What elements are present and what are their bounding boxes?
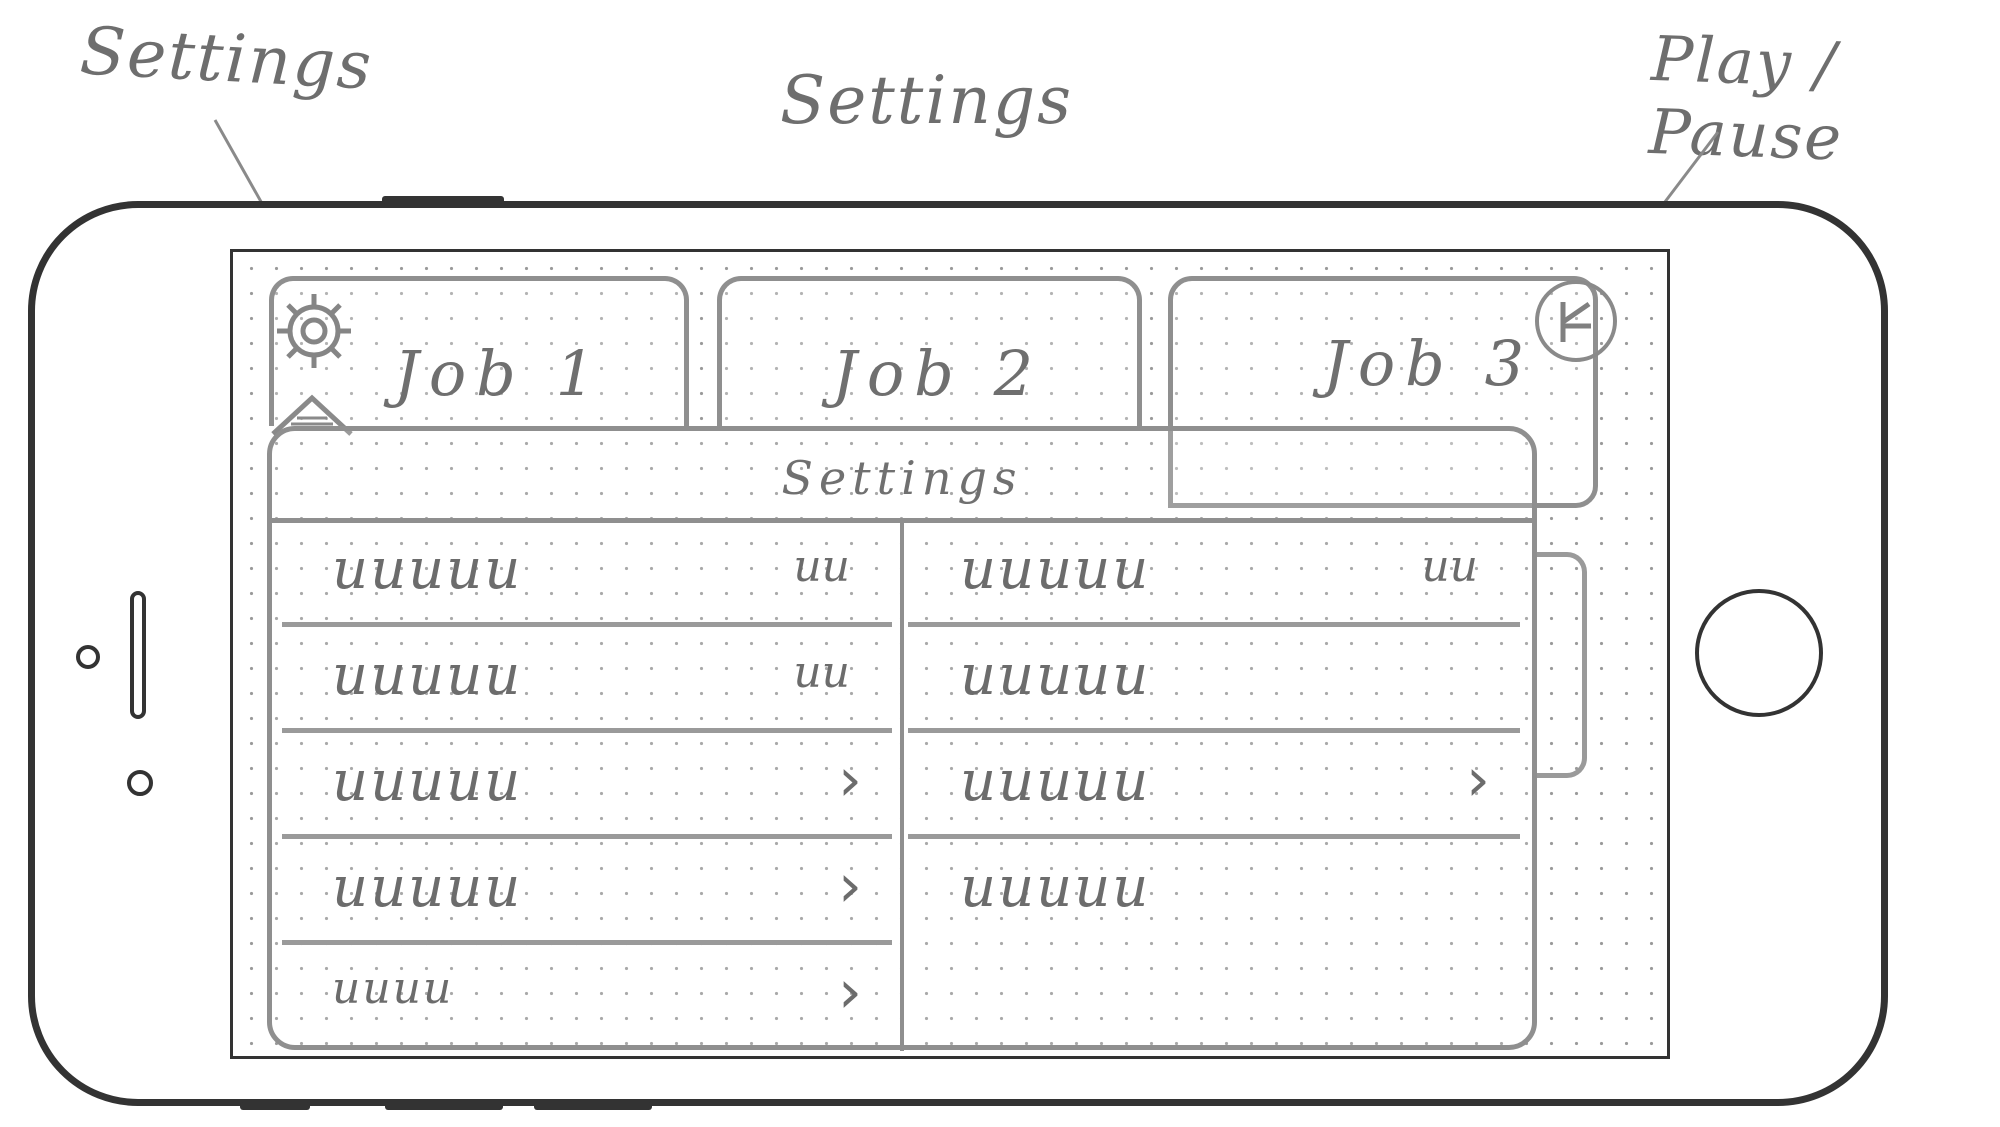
settings-panel-title: Settings — [781, 451, 1023, 505]
side-panel-handle[interactable] — [1535, 552, 1587, 778]
settings-right-column — [908, 521, 1520, 945]
phone-bottom-button-1 — [240, 1102, 310, 1110]
settings-row-label: uuuuu — [332, 749, 523, 814]
chevron-right-icon: › — [1466, 745, 1490, 815]
settings-button[interactable] — [271, 288, 357, 374]
settings-row-value: uu — [793, 541, 850, 592]
home-button[interactable] — [1695, 589, 1823, 717]
phone-top-button — [382, 196, 504, 204]
phone-sensor — [127, 770, 153, 796]
annotation-settings-icon: Settings — [78, 12, 375, 105]
play-pause-icon — [1555, 298, 1599, 346]
settings-row[interactable] — [282, 733, 892, 839]
settings-row-label: uuuuu — [332, 855, 523, 920]
settings-row[interactable] — [282, 521, 892, 627]
settings-row[interactable] — [908, 521, 1520, 627]
settings-row[interactable] — [908, 839, 1520, 945]
settings-row-value: uu — [1421, 541, 1478, 592]
settings-row[interactable] — [282, 627, 892, 733]
settings-row[interactable] — [282, 945, 892, 1025]
settings-row-label: uuuuu — [960, 537, 1151, 602]
settings-row-label: uuuuu — [960, 749, 1151, 814]
settings-left-column — [282, 521, 892, 1025]
chevron-right-icon: › — [838, 745, 862, 815]
annotation-settings-panel: Settings — [780, 62, 1074, 139]
settings-row[interactable] — [282, 839, 892, 945]
settings-row-label: uuuuu — [960, 855, 1151, 920]
phone-camera — [76, 645, 100, 669]
settings-row-value: uu — [793, 647, 850, 698]
gear-icon — [271, 288, 357, 374]
phone-bottom-button-3 — [534, 1102, 652, 1110]
settings-row-label: uuuuu — [332, 643, 523, 708]
tab-job-2-label: Job 2 — [832, 337, 1044, 410]
chevron-right-icon: › — [838, 957, 862, 1027]
phone-speaker — [130, 591, 146, 719]
app-screen — [230, 249, 1670, 1059]
settings-panel — [267, 426, 1537, 1050]
settings-row[interactable] — [908, 733, 1520, 839]
tab-job-3-label: Job 3 — [1323, 327, 1535, 400]
tab-job-2[interactable] — [717, 276, 1142, 426]
play-pause-button[interactable] — [1535, 280, 1617, 362]
chevron-right-icon: › — [838, 851, 862, 921]
settings-column-divider — [900, 521, 904, 1051]
settings-row-label: uuuuu — [960, 643, 1151, 708]
settings-row-label: uuuuu — [332, 537, 523, 602]
phone-bottom-button-2 — [385, 1102, 503, 1110]
settings-row-label: uuuu — [332, 963, 454, 1014]
tab-job-1-label: Job 1 — [394, 337, 606, 410]
settings-row[interactable] — [908, 627, 1520, 733]
annotation-play-pause: Play / Pause — [1647, 21, 1845, 175]
